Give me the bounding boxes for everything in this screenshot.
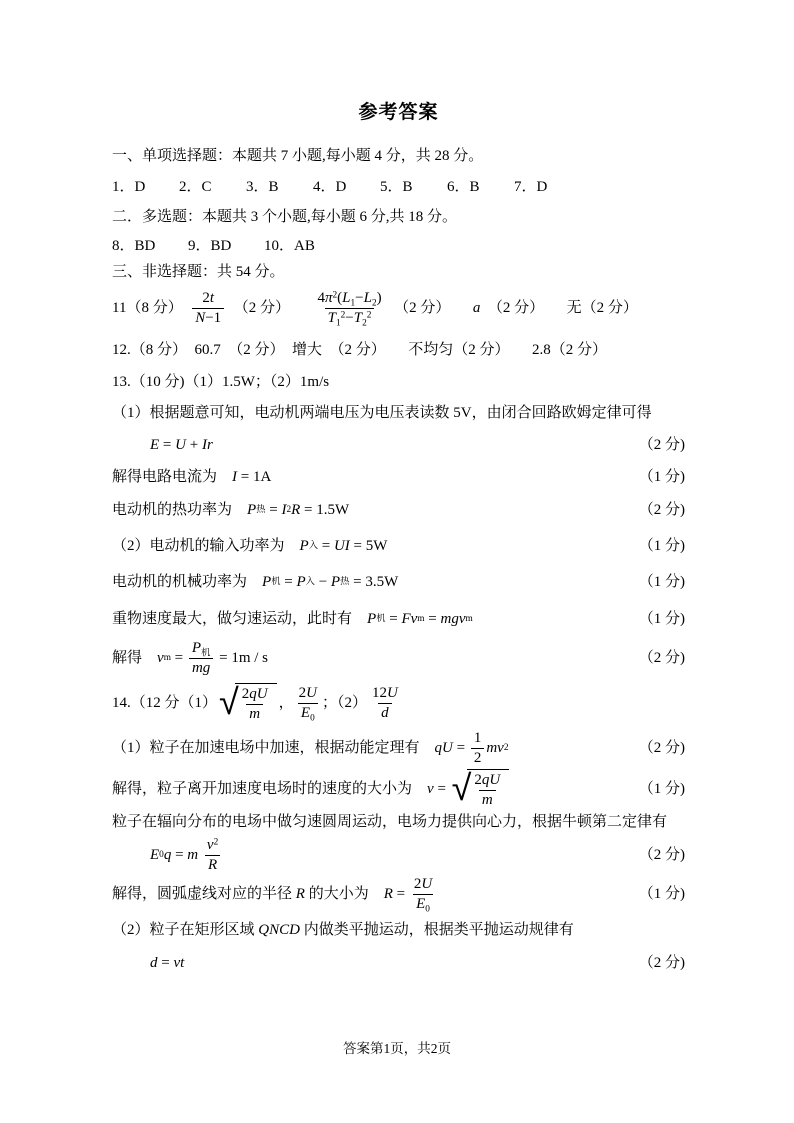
q13-step3	[112, 467, 685, 488]
q13-step8	[112, 640, 685, 678]
score-badge: （2 分)	[638, 649, 685, 666]
q13-step4	[112, 500, 685, 521]
q12-answer-line	[112, 340, 685, 361]
q13-step8-formula: 解得 v m = $\frac{P_机}{mg}$ = 1m / s	[112, 639, 269, 676]
radical-sign: √	[451, 768, 472, 810]
score-badge: （1 分)	[638, 610, 685, 627]
section1-heading-text: 一、单项选择题：本题共 7 小题,每小题 4 分，共 28 分。	[112, 148, 484, 164]
q14-step3	[112, 812, 685, 833]
q13-step1	[112, 403, 685, 424]
q13-step6-formula: 电动机的机械功率为 P 机 = P 入 − P 热 = 3.5W	[112, 573, 399, 590]
score-badge: （2 分)	[638, 954, 685, 971]
answer-item-6: 6．B	[447, 179, 480, 195]
answer-item-10: 10．AB	[264, 238, 315, 254]
q14-header-formula: 14.（12 分（1） √ $\frac{2qU}{m}$ ， $\frac{2U}{E_0}$ ；（2） $\frac{12U}{d}$	[112, 682, 398, 724]
score-badge: （2 分)	[638, 846, 685, 863]
q13-step2	[112, 435, 685, 456]
answer-item-2: 2．C	[179, 179, 212, 195]
q13-step5-formula: （2）电动机的输入功率为 P 入 = UI = 5W	[112, 537, 388, 554]
q14-step5-formula: 解得，圆弧虚线对应的半径 R 的大小为 R = $\frac{2U}{E_0}$	[112, 876, 433, 915]
q13-step6	[112, 572, 685, 593]
score-badge: （2 分)	[638, 436, 685, 453]
score-badge: （1 分)	[638, 886, 685, 903]
q14-step7-formula: d = vt	[150, 954, 185, 971]
answer-item-3: 3．B	[246, 179, 279, 195]
score-badge: （2 分)	[638, 739, 685, 756]
answer-item-1: 1．D	[112, 179, 146, 195]
q13-step3-formula: 解得电路电流为 I = 1A	[112, 468, 272, 485]
score-badge: （1 分)	[638, 537, 685, 554]
answer-item-9: 9．BD	[188, 238, 232, 254]
q14-step4	[112, 837, 685, 875]
page-title: 参考答案	[358, 102, 439, 123]
q14-step3-text: 粒子在辐向分布的电场中做匀速圆周运动，电场力提供向心力，根据牛顿第二定律有	[112, 813, 668, 830]
q11-answer-line	[112, 290, 685, 328]
section1-heading	[112, 146, 685, 167]
q12-text: 12.（8 分） 60.7 （2 分） 增大 （2 分） 不均匀（2 分） 2.8（2 分）	[112, 341, 608, 358]
page-footer: 答案第1页，共2页	[343, 1041, 451, 1056]
q13-step5	[112, 536, 685, 557]
section3-heading	[112, 262, 685, 283]
q14-header	[112, 683, 685, 724]
q14-step5	[112, 876, 685, 914]
q13-step4-formula: 电动机的热功率为 P 热 = I 2 R = 1.5W	[112, 501, 350, 518]
q14-step4-formula: E 0 q = m $\frac{v^2}{R}$	[150, 836, 219, 873]
radical-sign: √	[219, 682, 239, 724]
q14-step1	[112, 730, 685, 768]
q11-formula: 11（8 分） $\frac{2t}{N-1}$ （2 分） $\frac{4\pi^2(L_1-L_2)}{T_1^2-T_2^2}$ （2 分） a （2 分） 无（2 分）	[112, 290, 638, 329]
q14-step6-formula: （2）粒子在矩形区域 QNCD 内做类平抛运动，根据类平抛运动规律有	[112, 921, 574, 938]
score-badge: （1 分)	[638, 468, 685, 485]
q14-step7	[112, 953, 685, 974]
score-badge: （1 分)	[638, 780, 685, 797]
answer-item-8: 8．BD	[112, 238, 156, 254]
mcq-answers-row-1	[112, 177, 685, 198]
answer-item-4: 4．D	[313, 179, 347, 195]
q13-header-text: 13.（10 分)（1）1.5W；（2）1m/s	[112, 373, 330, 390]
answer-item-7: 7．D	[514, 179, 548, 195]
q13-step2-formula: E = U + Ir	[150, 436, 213, 453]
q13-step7	[112, 609, 685, 630]
mcq-answers-row-2	[112, 236, 685, 257]
q13-step7-formula: 重物速度最大，做匀速运动，此时有 P 机 = Fv m = mgv m	[112, 610, 473, 627]
section3-heading-text: 三、非选择题：共 54 分。	[112, 264, 285, 280]
score-badge: （1 分)	[638, 573, 685, 590]
section2-heading-text: 二．多选题：本题共 3 个小题,每小题 6 分,共 18 分。	[112, 209, 458, 225]
q14-step6	[112, 920, 685, 941]
q14-step2-formula: 解得，粒子离开加速度电场时的速度的大小为 v = √ $\frac{2qU}{m}$	[112, 769, 511, 810]
section2-heading	[112, 207, 685, 228]
q14-step1-formula: （1）粒子在加速电场中加速，根据动能定理有 qU = $\frac{1}{2}$ mv 2	[112, 729, 509, 766]
q14-step2	[112, 769, 685, 810]
q13-header	[112, 372, 685, 393]
q13-step1-text: （1）根据题意可知，电动机两端电压为电压表读数 5V，由闭合回路欧姆定律可得	[112, 404, 652, 421]
score-badge: （2 分)	[638, 501, 685, 518]
answer-item-5: 5．B	[380, 179, 413, 195]
